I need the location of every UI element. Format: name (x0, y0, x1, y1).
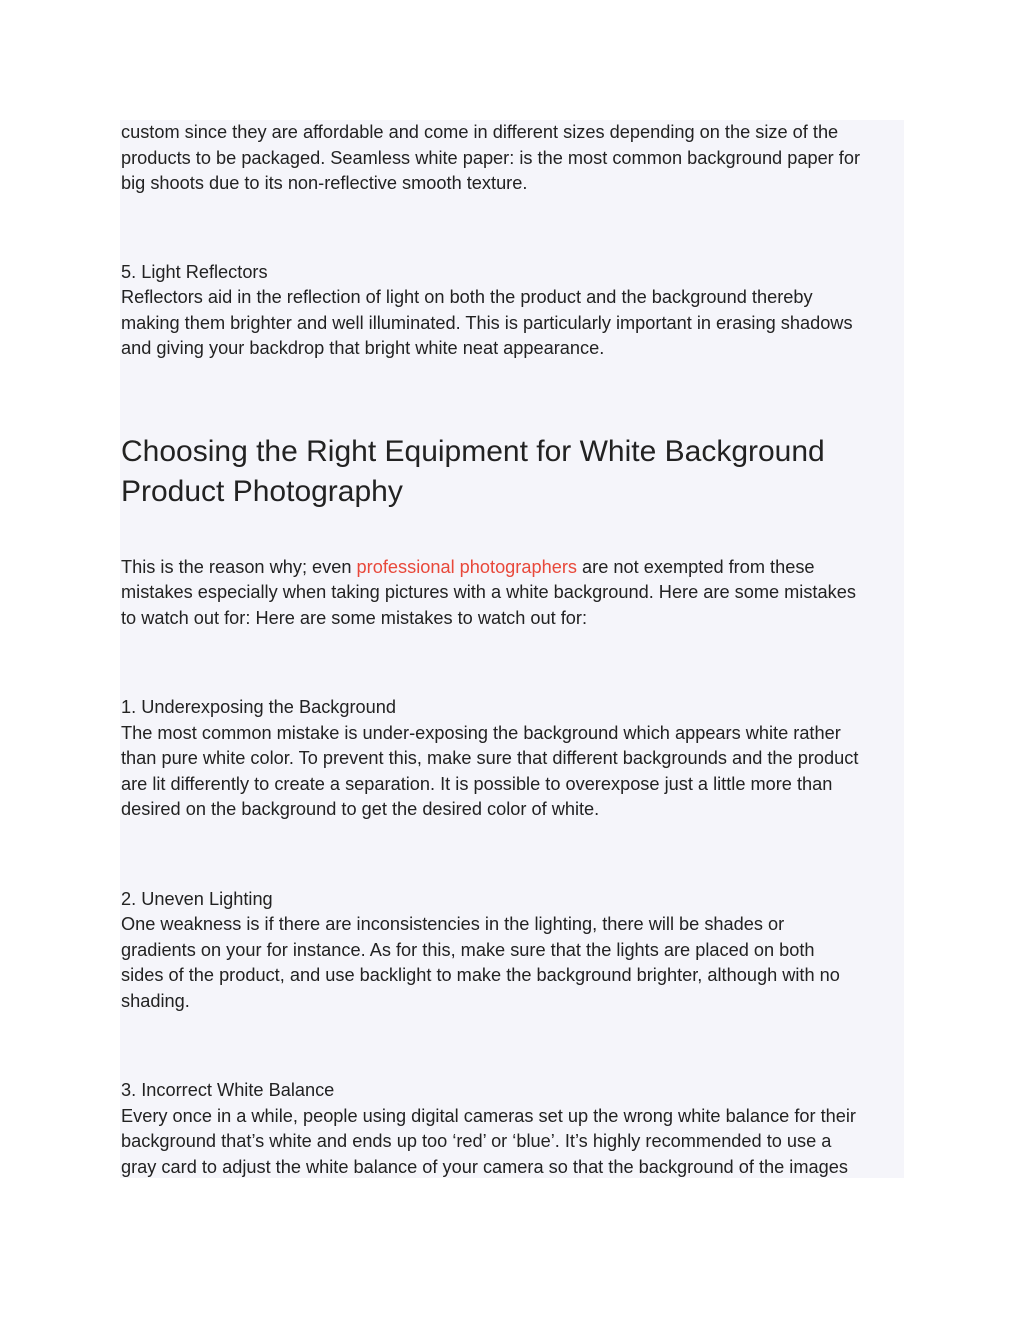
mistake-item (121, 1078, 911, 1180)
paragraph-line: are lit differently to create a separation. It is possible to overexpose just a little more than (121, 773, 833, 794)
item-title: 5. Light Reflectors (121, 261, 268, 282)
paragraph-line (121, 555, 911, 581)
heading-line: Choosing the Right Equipment for White Background (121, 434, 825, 468)
paragraph-line: big shoots due to its non-reflective smooth texture. (121, 173, 528, 193)
section-intro-paragraph (121, 555, 911, 632)
paragraph-line: desired on the background to get the desired color of white. (121, 799, 600, 819)
item-title: 2. Uneven Lighting (121, 888, 273, 909)
item-title: 3. Incorrect White Balance (121, 1080, 335, 1100)
paragraph-line: The most common mistake is under-exposing the background which appears white rather (121, 722, 841, 743)
item-title: 1. Underexposing the Background (121, 697, 397, 717)
light-reflectors-section (121, 260, 911, 362)
paragraph-line: Reflectors aid in the reflection of light on both the product and the background thereby (121, 287, 813, 307)
paragraph-line: Every once in a while, people using digital cameras set up the wrong white balance for their (121, 1105, 856, 1126)
paragraph-line: products to be packaged. Seamless white paper: is the most common background paper for (121, 147, 861, 168)
professional-photographers-link[interactable]: professional photographers (356, 556, 577, 577)
paragraph-line: One weakness is if there are inconsistencies in the lighting, there will be shades or (121, 914, 785, 934)
paragraph-line: background that’s white and ends up too ‘red’ or ‘blue’. It’s highly recommended to use a (121, 1131, 832, 1151)
paragraph-line: gray card to adjust the white balance of your camera so that the background of the images (121, 1156, 848, 1177)
intro-prefix: This is the reason why; even (121, 556, 357, 577)
intro-suffix: are not exempted from these (576, 556, 815, 577)
section-heading (121, 432, 911, 512)
paragraph-line: mistakes especially when taking pictures with a white background. Here are some mistakes (121, 582, 856, 602)
mistake-item (121, 695, 911, 823)
paragraph-line: than pure white color. To prevent this, make sure that different backgrounds and the product (121, 748, 859, 768)
paragraph-line: making them brighter and well illuminated. This is particularly important in erasing shadows (121, 312, 853, 333)
intro-paragraph (121, 120, 911, 197)
paragraph-line: and giving your backdrop that bright white neat appearance. (121, 338, 605, 358)
paragraph-line: sides of the product, and use backlight to make the background brighter, although with no (121, 965, 840, 985)
document-content (121, 120, 911, 1180)
paragraph-line: gradients on your for instance. As for this, make sure that the lights are placed on both (121, 939, 815, 960)
paragraph-line: custom since they are affordable and come in different sizes depending on the size of the (121, 122, 839, 142)
mistake-item (121, 887, 911, 1015)
paragraph-line: shading. (121, 990, 190, 1011)
heading-line: Product Photography (121, 474, 403, 508)
paragraph-line: to watch out for: Here are some mistakes to watch out for: (121, 607, 588, 628)
